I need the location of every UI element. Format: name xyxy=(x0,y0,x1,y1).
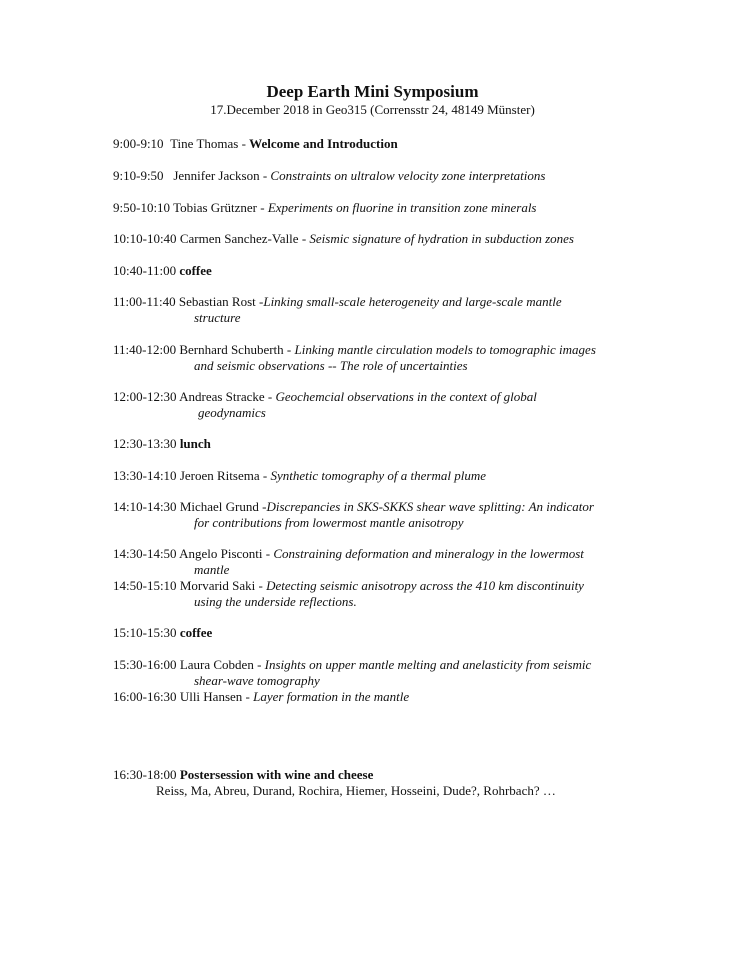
entry-title: Experiments on fluorine in transition zone minerals xyxy=(267,200,537,215)
entry-title: Detecting seismic anisotropy across the 410 km discontinuity xyxy=(266,578,584,593)
entry-title: coffee xyxy=(179,263,212,278)
program-entry xyxy=(113,294,562,310)
page-title: Deep Earth Mini Symposium xyxy=(266,82,479,101)
entry-title-continued: using the underside reflections. xyxy=(194,594,357,609)
entry-speaker: Morvarid Saki - xyxy=(179,578,263,593)
entry-time: 11:00-11:40 xyxy=(113,294,176,309)
entry-speaker: Laura Cobden - xyxy=(179,657,262,672)
entry-title: Constraining deformation and mineralogy in the lowermost xyxy=(273,546,584,561)
entry-title: Constraints on ultralow velocity zone interpretations xyxy=(270,168,546,183)
entry-title-continued: for contributions from lowermost mantle anisotropy xyxy=(194,515,464,530)
program-entry xyxy=(113,468,486,484)
entry-title: Layer formation in the mantle xyxy=(253,689,410,704)
entry-title: Linking small-scale heterogeneity and large-scale mantle xyxy=(263,294,562,309)
program-entry-poster xyxy=(113,767,373,783)
entry-title: Seismic signature of hydration in subduction zones xyxy=(309,231,574,246)
entry-time: 14:50-15:10 xyxy=(113,578,177,593)
program-entry-break xyxy=(113,263,212,279)
page-subtitle: 17.December 2018 in Geo315 (Corrensstr 24, 48149 Münster) xyxy=(210,102,535,117)
entry-time: 9:00-9:10 xyxy=(113,136,164,151)
entry-title-continued: shear-wave tomography xyxy=(194,673,320,688)
entry-speaker: Andreas Stracke - xyxy=(179,389,273,404)
program-entry-break xyxy=(113,436,211,452)
entry-speaker: Jennifer Jackson - xyxy=(173,168,268,183)
entry-time: 12:30-13:30 xyxy=(113,436,177,451)
entry-title: Postersession with wine and cheese xyxy=(179,767,374,782)
entry-speaker: Bernhard Schuberth - xyxy=(179,342,292,357)
program-entry-break xyxy=(113,625,212,641)
program-entry xyxy=(113,136,398,152)
entry-time: 16:30-18:00 xyxy=(113,767,177,782)
entry-speaker: Carmen Sanchez-Valle - xyxy=(179,231,307,246)
entry-speaker: Angelo Pisconti - xyxy=(179,546,271,561)
entry-time: 16:00-16:30 xyxy=(113,689,177,704)
entry-speaker: Jeroen Ritsema - xyxy=(179,468,268,483)
entry-time: 14:10-14:30 xyxy=(113,499,177,514)
entry-time: 10:40-11:00 xyxy=(113,263,177,278)
entry-time: 11:40-12:00 xyxy=(113,342,177,357)
entry-time: 9:10-9:50 xyxy=(113,168,164,183)
entry-title: Welcome and Introduction xyxy=(249,136,398,151)
program-entry xyxy=(113,578,584,594)
entry-speaker: Michael Grund - xyxy=(179,499,267,514)
entry-speaker: Tobias Grützner - xyxy=(173,200,265,215)
entry-title: Synthetic tomography of a thermal plume xyxy=(270,468,486,483)
entry-title: Linking mantle circulation models to tomographic images xyxy=(294,342,596,357)
program-entry xyxy=(113,689,409,705)
entry-time: 9:50-10:10 xyxy=(113,200,171,215)
program-entry xyxy=(113,231,574,247)
entry-time: 13:30-14:10 xyxy=(113,468,177,483)
entry-title: Geochemcial observations in the context of global xyxy=(275,389,537,404)
entry-title-continued: mantle xyxy=(194,562,230,577)
entry-speaker: Tine Thomas - xyxy=(170,136,246,151)
entry-time: 15:10-15:30 xyxy=(113,625,177,640)
program-entry xyxy=(113,389,537,405)
program-entry xyxy=(113,168,545,184)
entry-title-continued: and seismic observations -- The role of uncertainties xyxy=(194,358,468,373)
entry-time: 10:10-10:40 xyxy=(113,231,177,246)
entry-title: Insights on upper mantle melting and anelasticity from seismic xyxy=(264,657,592,672)
entry-speaker: Sebastian Rost - xyxy=(178,294,264,309)
entry-time: 12:00-12:30 xyxy=(113,389,177,404)
program-entry xyxy=(113,342,596,358)
entry-title: coffee xyxy=(179,625,213,640)
program-entry xyxy=(113,200,537,216)
entry-time: 14:30-14:50 xyxy=(113,546,177,561)
program-entry xyxy=(113,499,594,515)
entry-title: lunch xyxy=(179,436,211,451)
entry-speaker: Ulli Hansen - xyxy=(179,689,250,704)
program-entry xyxy=(113,657,591,673)
entry-title: Discrepancies in SKS-SKKS shear wave splitting: An indicator xyxy=(266,499,594,514)
entry-time: 15:30-16:00 xyxy=(113,657,177,672)
entry-title-continued: structure xyxy=(194,310,241,325)
program-entry xyxy=(113,546,584,562)
entry-title-continued: geodynamics xyxy=(198,405,266,420)
poster-presenters: Reiss, Ma, Abreu, Durand, Rochira, Hiemer, Hosseini, Dude?, Rohrbach? … xyxy=(156,783,556,798)
